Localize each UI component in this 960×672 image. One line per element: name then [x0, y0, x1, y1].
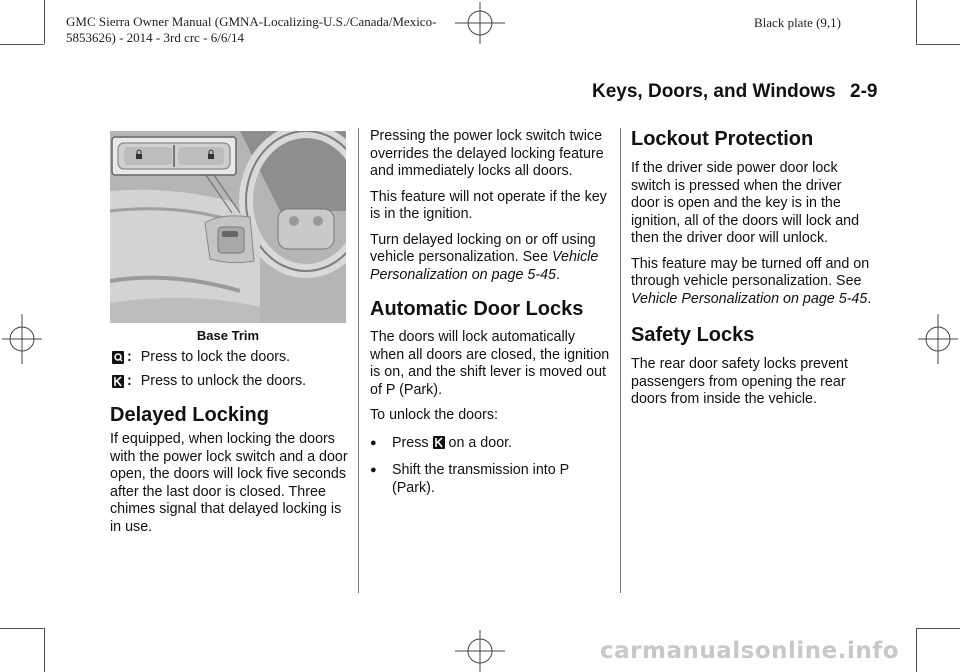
watermark: carmanualsonline.info [600, 638, 900, 664]
lockout-personalization-paragraph [631, 256, 873, 309]
lockout-protection-heading: Lockout Protection [631, 128, 814, 150]
press-text: Press [392, 434, 433, 451]
crop-mark [916, 628, 917, 672]
personalization-link[interactable]: Vehicle Personalization on page 5-45 [370, 249, 599, 283]
doc-meta-line1: GMC Sierra Owner Manual (GMNA-Localizing-U.S./Canada/Mexico- [66, 14, 437, 29]
safety-locks-paragraph: The rear door safety locks prevent passengers from opening the rear doors from inside the vehicle. [631, 356, 848, 407]
list-item-text [392, 435, 512, 453]
crop-mark [916, 0, 917, 44]
personalization-period: . [556, 266, 560, 283]
column-3 [631, 128, 873, 409]
column-divider [620, 128, 621, 593]
list-item [370, 435, 610, 453]
override-paragraph: Pressing the power lock switch twice overrides the delayed locking feature and immediately locks all doors. [370, 128, 604, 179]
delayed-locking-heading: Delayed Locking [110, 404, 269, 426]
crop-mark [0, 44, 44, 45]
unlock-description: Press to unlock the doors. [140, 373, 307, 389]
on-door-text: on a door. [444, 434, 513, 451]
crop-mark [916, 44, 960, 45]
crop-mark [44, 0, 45, 44]
plate-label: Black plate (9,1) [754, 15, 841, 30]
doc-meta [66, 14, 486, 46]
lockout-personalization-text: This feature may be turned off and on through vehicle personalization. See [631, 255, 870, 289]
doc-meta-line2: 5853626) - 2014 - 3rd crc - 6/6/14 [66, 30, 244, 45]
delayed-locking-paragraph: If equipped, when locking the doors with the power lock switch and a door open, the doors will lock five seconds after the last door is closed. Three chimes signal that delayed locking is in use. [110, 431, 348, 535]
lockout-personalization-link[interactable]: Vehicle Personalization on page 5-45 [631, 290, 868, 307]
lock-colon: : [127, 349, 132, 365]
unlock-intro-paragraph: To unlock the doors: [370, 407, 498, 423]
column-divider [358, 128, 359, 593]
lock-description: Press to lock the doors. [140, 349, 291, 365]
safety-locks-heading: Safety Locks [631, 324, 755, 346]
unlock-colon: : [127, 373, 132, 389]
lockout-paragraph: If the driver side power door lock switch is pressed when the driver door is open and the key is in the ignition, all of the doors will lock and then the driver door will unlock. [631, 160, 860, 246]
registration-mark-bottom [455, 630, 505, 672]
ignition-paragraph: This feature will not operate if the key is in the ignition. [370, 188, 607, 222]
automatic-locks-paragraph: The doors will lock automatically when all doors are closed, the ignition is on, and the shift lever is moved out of P (Park). [370, 329, 610, 398]
lock-icon [112, 351, 124, 364]
unlock-legend-row [112, 373, 352, 391]
bullet-icon: ● [370, 464, 377, 476]
bullet-icon: ● [370, 436, 377, 449]
registration-mark-left [2, 314, 42, 364]
lockout-personalization-period: . [867, 290, 872, 307]
unlock-icon [112, 375, 124, 388]
crop-mark [44, 628, 45, 672]
lock-legend-row [112, 349, 352, 367]
door-lock-illustration [110, 131, 346, 323]
section-title: Keys, Doors, and Windows [592, 81, 836, 102]
door-panel-figure [110, 131, 346, 323]
list-item [370, 462, 610, 497]
unlock-icon [433, 436, 445, 449]
crop-mark [0, 628, 44, 629]
page-number: 2-9 [850, 81, 878, 102]
column-2 [370, 128, 610, 497]
crop-mark [916, 628, 960, 629]
registration-mark-right [918, 314, 958, 364]
automatic-door-locks-heading: Automatic Door Locks [370, 298, 584, 320]
list-item-text: Shift the transmission into P (Park). [392, 462, 569, 496]
figure-caption: Base Trim [196, 328, 260, 343]
personalization-text: Turn delayed locking on or off using vehicle personalization. See [370, 231, 596, 265]
personalization-paragraph [370, 232, 610, 285]
